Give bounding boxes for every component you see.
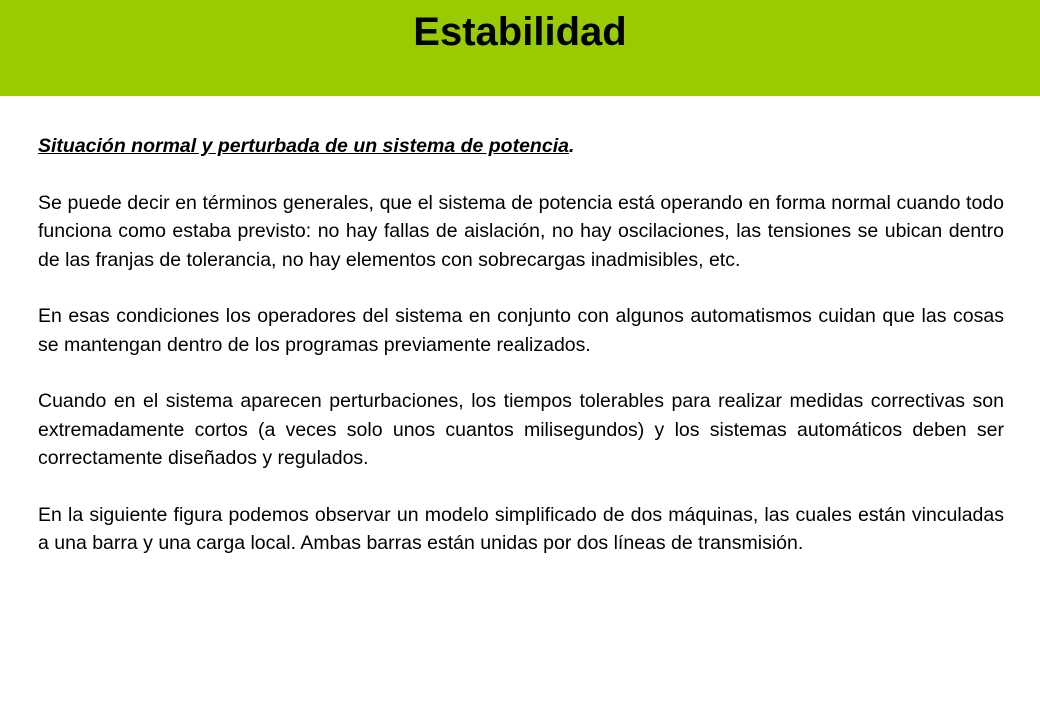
- slide-body: [38, 132, 1004, 586]
- section-heading-period: .: [568, 135, 575, 157]
- paragraph-operators: En esas condiciones los operadores del sistema en conjunto con algunos automatismos cuidan que las cosas se mantengan dentro de los programas previamente realizados.: [38, 305, 1004, 356]
- paragraph-normal-operation: Se puede decir en términos generales, que el sistema de potencia está operando en forma normal cuando todo funciona como estaba previsto: no hay fallas de aislación, no hay oscilaciones, las tensiones se ubican dentro de las franjas de tolerancia, no hay elementos con sobrecargas inadmisibles, etc.: [38, 191, 1004, 271]
- paragraph-figure-intro: En la siguiente figura podemos observar un modelo simplificado de dos máquinas, las cuales están vinculadas a una barra y una carga local. Ambas barras están unidas por dos líneas de transmisión.: [38, 503, 1004, 554]
- paragraph-perturbations: Cuando en el sistema aparecen perturbaciones, los tiempos tolerables para realizar medidas correctivas son extremadamente cortos (a veces solo unos cuantos milisegundos) y los sistemas automáticos deben ser correctamente diseñados y regulados.: [38, 390, 1004, 469]
- page-title: Estabilidad: [413, 10, 627, 54]
- section-heading: [38, 132, 1004, 161]
- section-heading-text: Situación normal y perturbada de un sistema de potencia: [38, 135, 569, 157]
- title-banner: [0, 0, 1040, 96]
